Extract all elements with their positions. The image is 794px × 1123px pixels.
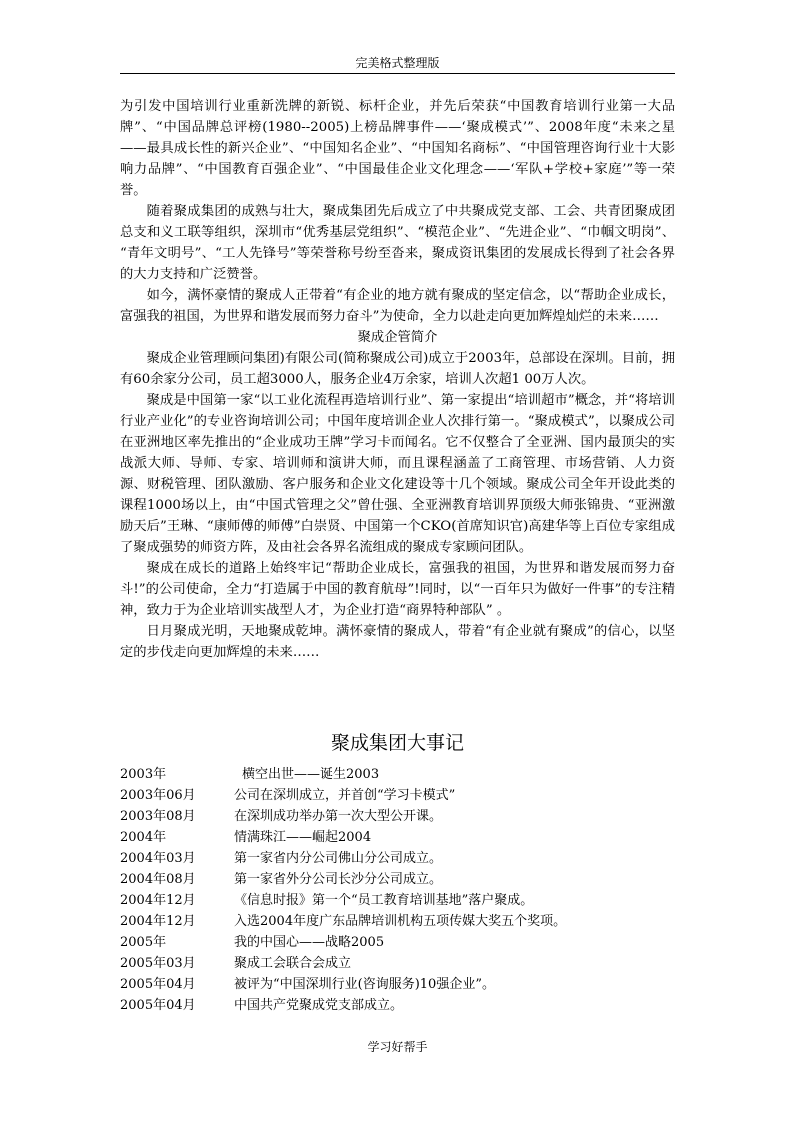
event-row bbox=[120, 932, 675, 953]
event-date: 2003年08月 bbox=[120, 809, 196, 824]
event-text: 在深圳成功举办第一次大型公开课。 bbox=[234, 809, 443, 824]
event-row bbox=[120, 953, 675, 974]
event-row bbox=[120, 995, 675, 1016]
event-date: 2005年04月 bbox=[120, 977, 196, 992]
page-header: 完美格式整理版 bbox=[120, 56, 675, 74]
event-text: 中国共产党聚成党支部成立。 bbox=[234, 998, 404, 1013]
event-row bbox=[120, 869, 675, 890]
event-text: 公司在深圳成立，并首创“学习卡模式” bbox=[234, 788, 456, 803]
event-row bbox=[120, 785, 675, 806]
event-row bbox=[120, 911, 675, 932]
page-footer: 学习好帮手 bbox=[367, 1040, 428, 1054]
event-text: 聚成工会联合会成立 bbox=[234, 956, 352, 971]
paragraph-company-future: 日月聚成光明，天地聚成乾坤。满怀豪情的聚成人，带着“有企业就有聚成”的信心，以坚定的步伐走向更加辉煌的未来…… bbox=[120, 624, 675, 660]
event-date: 2005年03月 bbox=[120, 956, 196, 971]
event-date: 2004年12月 bbox=[120, 893, 196, 908]
paragraph-mission: 如今，满怀豪情的聚成人正带着“有企业的地方就有聚成的坚定信念，以“帮助企业成长，富强我的祖国，为世界和谐发展而努力奋斗”为使命，全力以赴走向更加辉煌灿烂的未来…… bbox=[120, 288, 675, 324]
document-body bbox=[120, 96, 675, 663]
event-text: 《信息时报》第一个“员工教育培训基地”落户聚成。 bbox=[234, 893, 534, 908]
event-date: 2004年 bbox=[120, 830, 167, 845]
event-date: 2005年04月 bbox=[120, 998, 196, 1013]
event-row bbox=[120, 974, 675, 995]
event-row bbox=[120, 806, 675, 827]
event-date: 2005年 bbox=[120, 935, 167, 950]
event-text: 情满珠江——崛起2004 bbox=[234, 830, 372, 845]
event-row bbox=[120, 890, 675, 911]
event-row bbox=[120, 827, 675, 848]
event-date: 2004年03月 bbox=[120, 851, 196, 866]
events-title: 聚成集团大事记 bbox=[330, 732, 464, 754]
event-text: 我的中国心——战略2005 bbox=[234, 935, 385, 950]
event-date: 2004年12月 bbox=[120, 914, 196, 929]
event-date: 2003年06月 bbox=[120, 788, 196, 803]
paragraph-company-intro: 聚成企业管理顾问集团)有限公司(简称聚成公司)成立于2003年，总部设在深圳。目前，拥有60余家分公司，员工超3000人，服务企业4万余家，培训人次超1 00万人次。 bbox=[120, 351, 675, 387]
event-date: 2003年 bbox=[120, 767, 167, 782]
event-row bbox=[120, 764, 675, 785]
event-date: 2004年08月 bbox=[120, 872, 196, 887]
event-text: 横空出世——诞生2003 bbox=[242, 767, 380, 782]
event-text: 第一家省外分公司长沙分公司成立。 bbox=[234, 872, 443, 887]
event-text: 被评为“中国深圳行业(咨询服务)10强企业”。 bbox=[234, 977, 495, 992]
section-title: 聚成企管简介 bbox=[357, 330, 438, 345]
event-text: 第一家省内分公司佛山分公司成立。 bbox=[234, 851, 443, 866]
paragraph-company-mission: 聚成在成长的道路上始终牢记“帮助企业成长，富强我的祖国，为世界和谐发展而努力奋斗!”的公司使命，全力“打造属于中国的教育航母”!同时，以“一百年只为做好一件事”的专注精神，致力于为企业培训实战型人才，为企业打造“商界特种部队” 。 bbox=[120, 561, 675, 618]
event-row bbox=[120, 848, 675, 869]
events-list bbox=[120, 764, 675, 1016]
paragraph-organizations: 随着聚成集团的成熟与壮大，聚成集团先后成立了中共聚成党支部、工会、共青团聚成团总支和义工联等组织，深圳市“优秀基层党组织”、“模范企业”、“先进企业”、“巾帼文明岗”、 “青年文明号”、“工人先锋号”等荣誉称号纷至沓来，聚成资讯集团的发展成长得到了社会各界的大力支持和广泛赞誉。 bbox=[120, 204, 675, 282]
paragraph-honors: 为引发中国培训行业重新洗牌的新锐、标杆企业，并先后荣获“中国教育培训行业第一大品牌”、“中国品牌总评榜(1980--2005)上榜品牌事件——‘聚成模式’”、2008年度“未来之星——最具成长性的新兴企业”、“中国知名企业”、“中国知名商标”、“中国管理咨询行业十大影响力品牌”、“中国教育百强企业”、“中国最佳企业文化理念——‘军队+学校+家庭’”等一荣誉。 bbox=[120, 99, 675, 198]
event-text: 入选2004年度广东品牌培训机构五项传媒大奖五个奖项。 bbox=[234, 914, 567, 929]
paragraph-company-model: 聚成是中国第一家“以工业化流程再造培训行业”、第一家提出“培训超市”概念，并“将培训行业产业化”的专业咨询培训公司；中国年度培训企业人次排行第一。“聚成模式”，以聚成公司在亚洲地区率先推出的“企业成功王牌”学习卡而闻名。它不仅整合了全亚洲、国内最顶尖的实战派大师、导师、专家、培训师和演讲大师，而且课程涵盖了工商管理、市场营销、人力资源、财税管理、团队激励、客户服务和企业文化建设等十几个领域。聚成公司全年开设此类的课程1000场以上，由“中国式管理之父”曾仕强、全亚洲教育培训界顶级大师张锦贵、“亚洲激励天后”王琳、“康师傅的师傅”白崇贤、中国第一个CKO(首席知识官)高建华等上百位专家组成了聚成强势的师资方阵，及由社会各界名流组成的聚成专家顾问团队。 bbox=[120, 393, 675, 555]
